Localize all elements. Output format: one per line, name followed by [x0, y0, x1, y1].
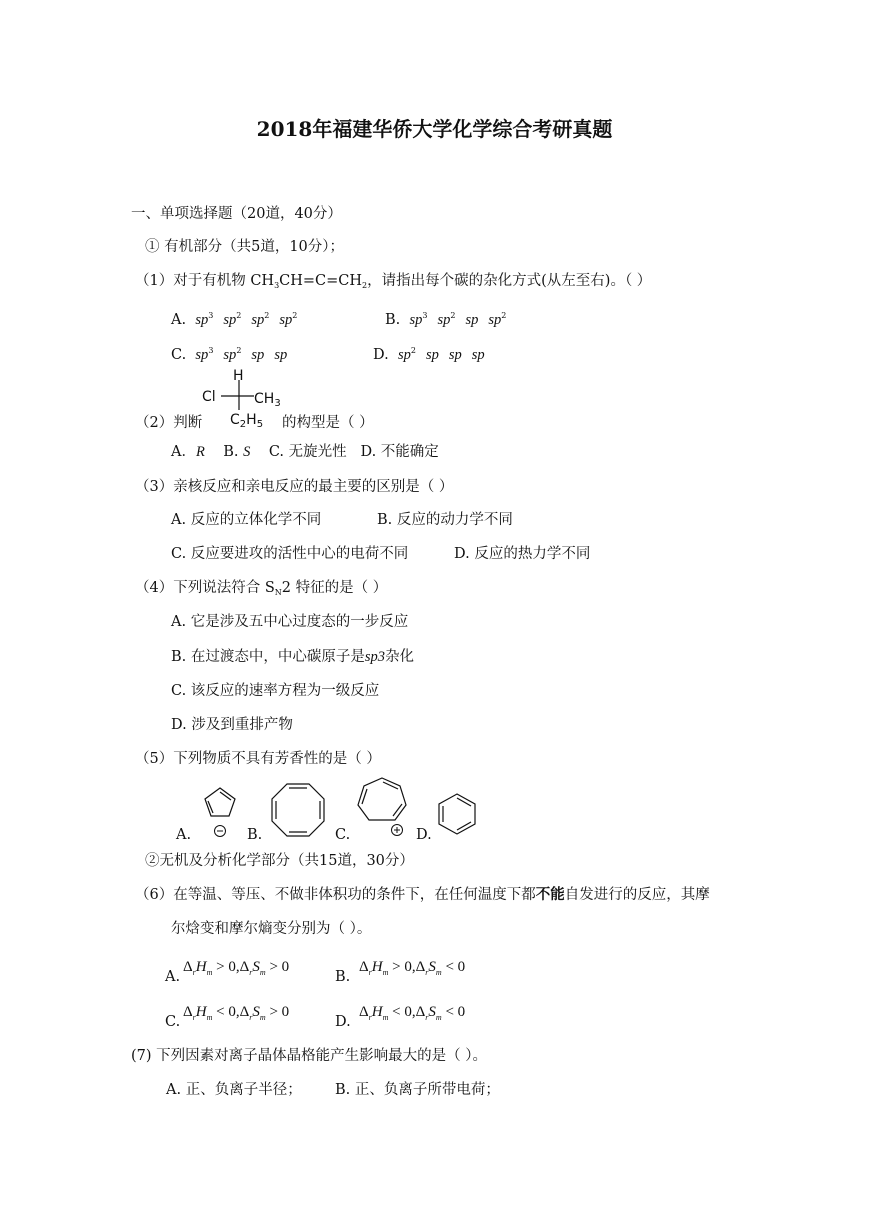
question-5-option-d-label: D.: [416, 827, 432, 843]
question-1-option-a: A. $sp^3$ $sp^2$ $sp^2$ $sp^2$: [171, 311, 298, 328]
fischer-c2h5-label: $C_2H_5$: [230, 412, 264, 430]
question-1-option-c: C. $sp^3$ $sp^2$ sp sp: [171, 346, 288, 363]
question-2-stem-post: 的构型是（ ）: [282, 415, 374, 431]
question-3-option-d: D. 反应的热力学不同: [454, 546, 591, 562]
question-6-option-d-label: D.: [335, 1014, 351, 1030]
fischer-h-label: H: [233, 368, 244, 384]
question-1-option-b: B. $sp^3$ $sp^2$ sp $sp^2$: [385, 311, 507, 328]
question-4-option-b: B. 在过渡态中，中心碳原子是sp3杂化: [171, 649, 415, 665]
question-7-stem: (7) 下列因素对离子晶体晶格能产生影响最大的是（ ）。: [131, 1048, 488, 1064]
question-6-option-a-label: A.: [165, 969, 181, 985]
question-5-option-b-label: B.: [247, 827, 263, 843]
part-heading-inorganic: ②无机及分析化学部分（共15道，30分）: [145, 853, 414, 869]
part-heading-organic: ① 有机部分（共5道，10分）；: [145, 239, 345, 255]
question-5-stem: （5）下列物质不具有芳香性的是（ ）: [135, 751, 381, 767]
question-7-option-b: B. 正、负离子所带电荷；: [335, 1082, 500, 1098]
question-3-option-b: B. 反应的动力学不同: [377, 512, 513, 528]
question-3-option-c: C. 反应要进攻的活性中心的电荷不同: [171, 546, 409, 562]
question-1-stem: （1）对于有机物 $CH_3CH=C=CH_2$，请指出每个碳的杂化方式(从左至右)。（ ）: [135, 273, 652, 290]
question-3-option-a: A. 反应的立体化学不同: [171, 512, 322, 528]
question-5-option-c-label: C.: [335, 827, 351, 843]
question-5-option-a-label: A.: [176, 827, 192, 843]
question-6-option-b-formula: $\Delta_rH_m > 0,\Delta_rS_m < 0$: [359, 959, 466, 977]
question-4-option-c: C. 该反应的速率方程为一级反应: [171, 683, 380, 699]
question-2-options: A．R B. S C. 无旋光性 D. 不能确定: [171, 444, 439, 460]
question-4-option-d: D. 涉及到重排产物: [171, 717, 293, 733]
question-6-stem: （6）在等温、等压、不做非体积功的条件下，在任何温度下都不能自发进行的反应，其摩: [135, 887, 710, 903]
cyclooctatetraene-structure: [266, 776, 336, 846]
question-6-option-d-formula: $\Delta_rH_m < 0,\Delta_rS_m < 0$: [359, 1004, 466, 1022]
question-6-stem-line2: 尔焓变和摩尔熵变分别为（ ）。: [171, 921, 372, 937]
fischer-cl-label: Cl: [202, 389, 216, 405]
fischer-ch3-label: $CH_3$: [254, 391, 281, 409]
benzene-structure: [435, 792, 485, 842]
question-7-option-a: A. 正、负离子半径；: [166, 1082, 302, 1098]
question-6-option-a-formula: $\Delta_rH_m > 0,\Delta_rS_m > 0$: [183, 959, 290, 977]
question-2-stem-pre: （2）判断: [135, 415, 203, 431]
question-6-option-c-label: C.: [165, 1014, 181, 1030]
question-6-option-b-label: B.: [335, 969, 351, 985]
question-4-stem: （4）下列说法符合 $S_N2$ 特征的是（ ）: [135, 580, 388, 597]
question-3-stem: （3）亲核反应和亲电反应的最主要的区别是（ ）: [135, 479, 454, 495]
section-heading: 一、单项选择题（20道，40分）: [131, 206, 342, 222]
question-6-option-c-formula: $\Delta_rH_m < 0,\Delta_rS_m > 0$: [183, 1004, 290, 1022]
page-title: 2018年福建华侨大学化学综合考研真题: [256, 117, 613, 141]
question-4-option-a: A. 它是涉及五中心过度态的一步反应: [171, 614, 409, 630]
question-1-option-d: D. $sp^2$ sp sp sp: [373, 346, 485, 363]
tropylium-cation-structure: [355, 774, 415, 844]
